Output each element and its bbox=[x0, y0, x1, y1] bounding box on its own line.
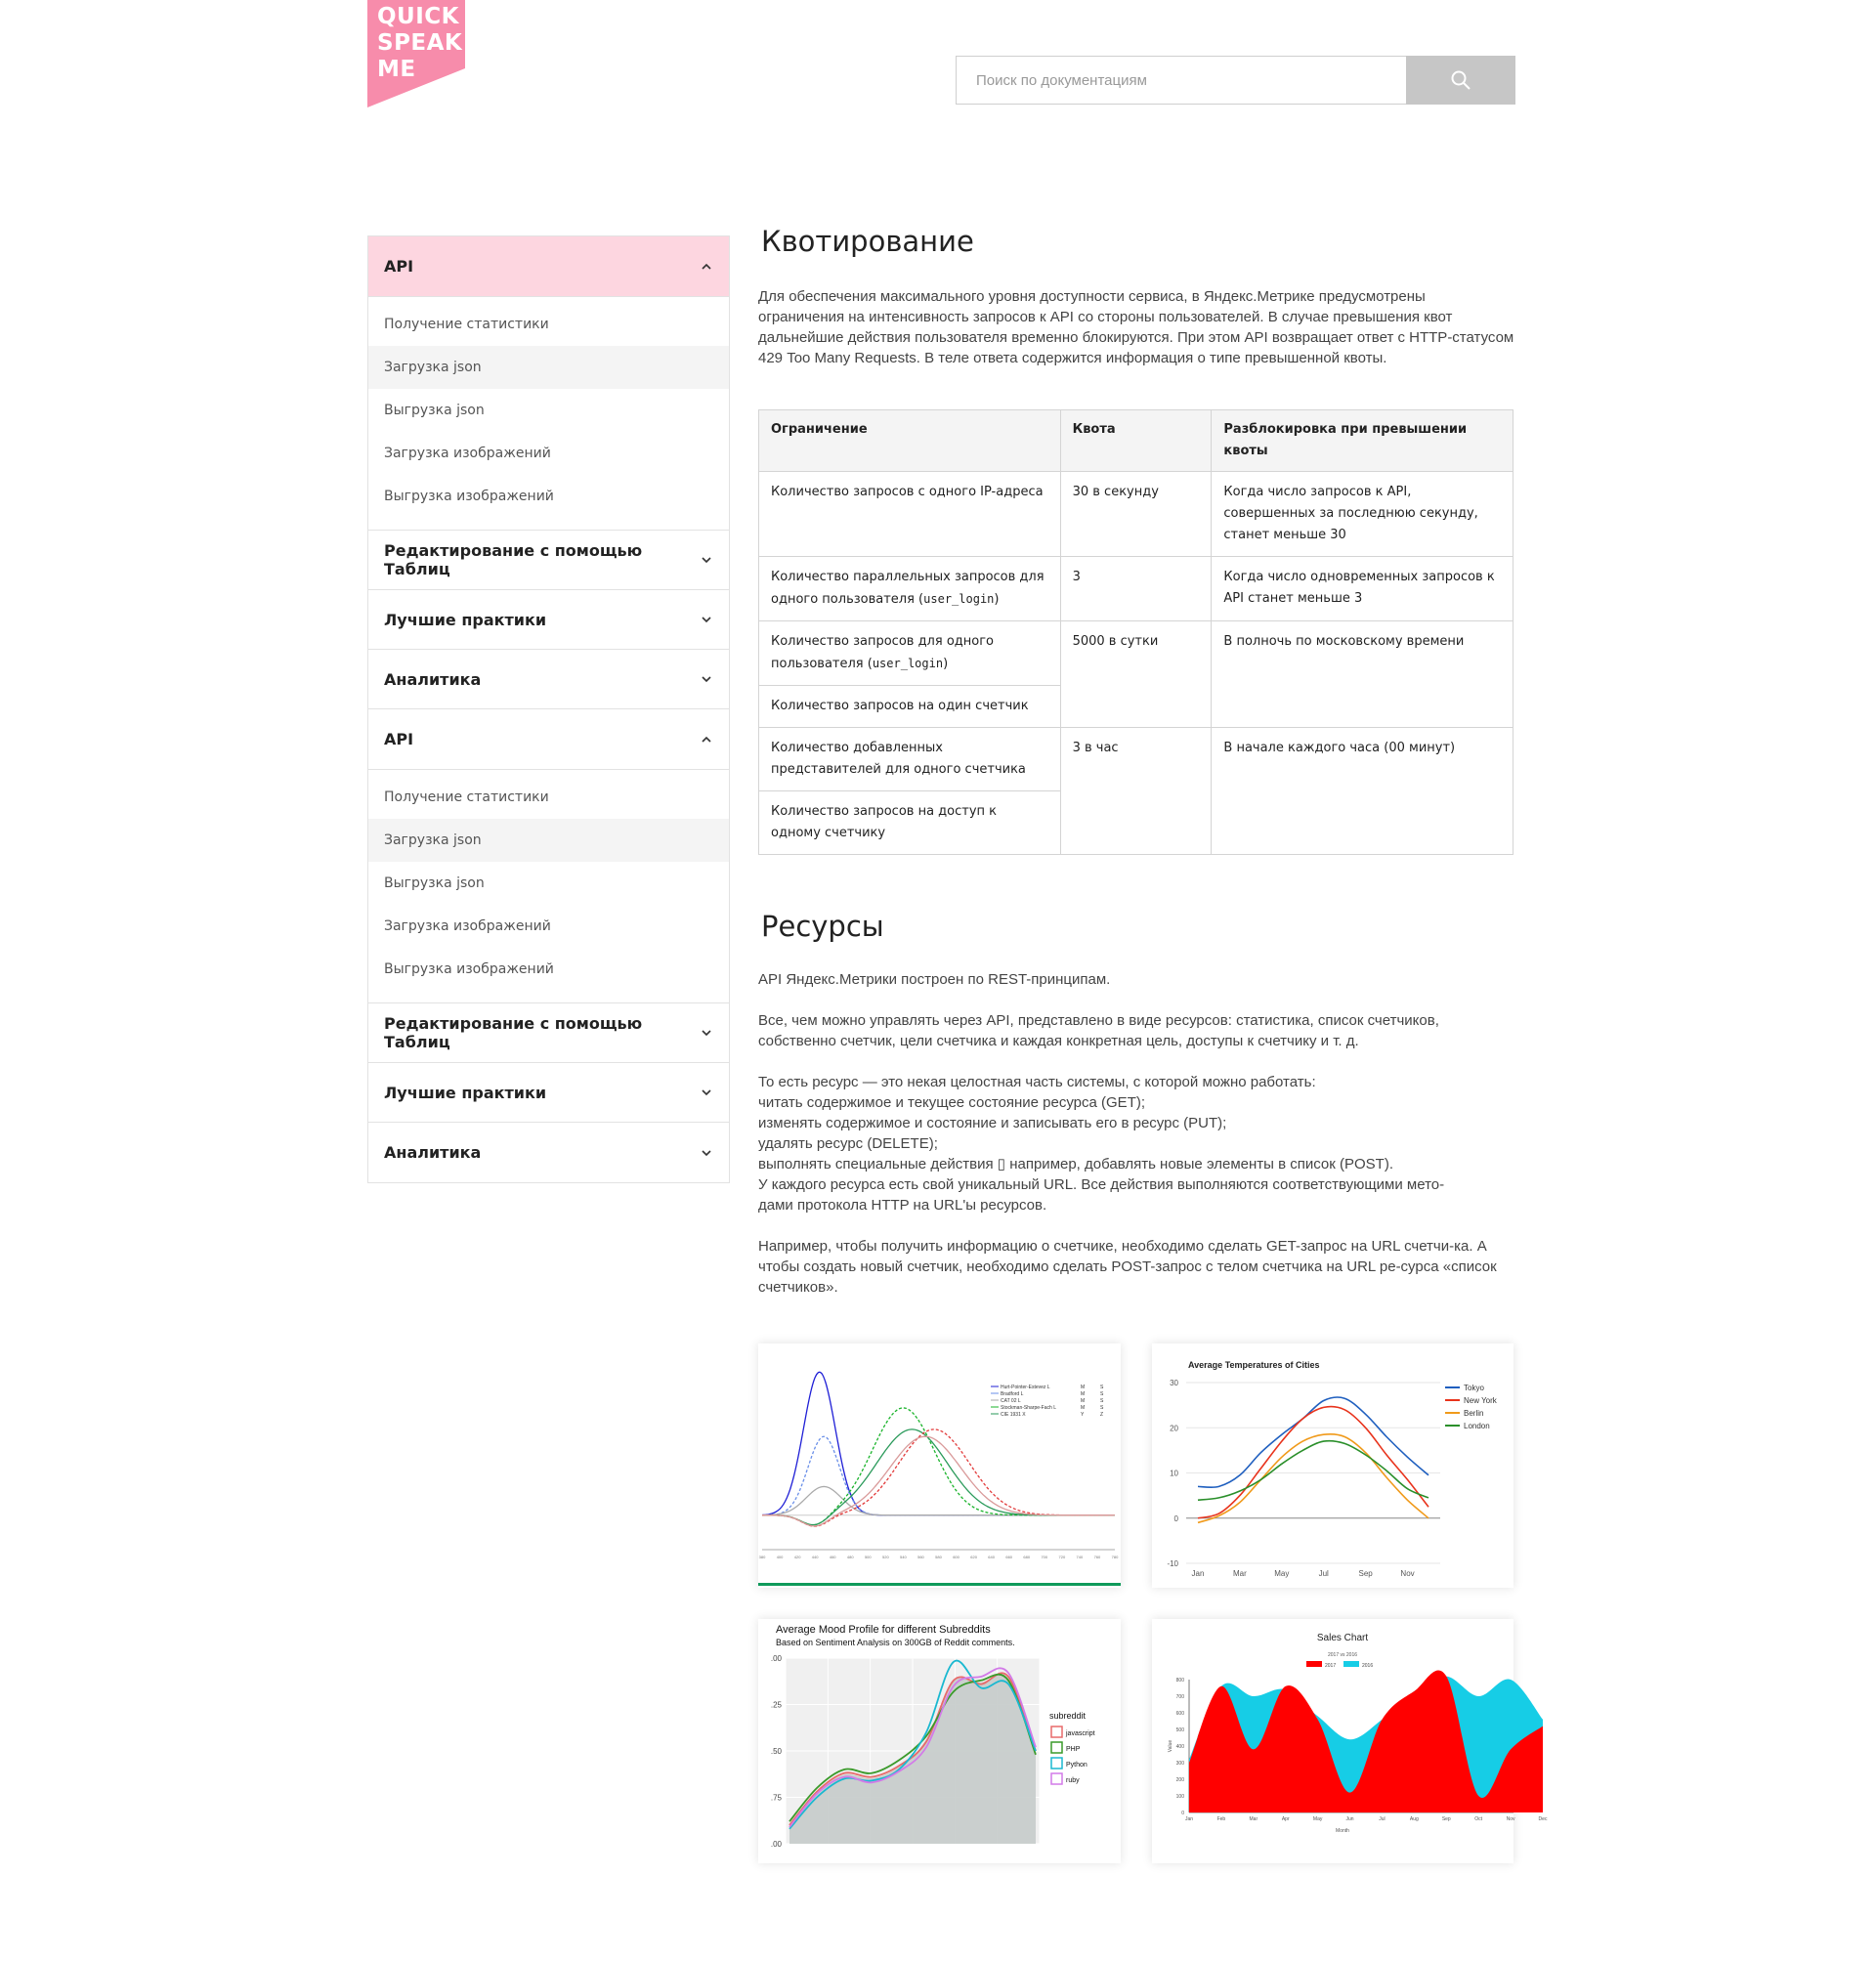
x-tick-label: Apr bbox=[1281, 1816, 1290, 1822]
table-header: Разблокировка при превышении квоты bbox=[1212, 410, 1514, 472]
x-tick-label: 420 bbox=[793, 1555, 801, 1559]
legend-label: Berlin bbox=[1464, 1409, 1484, 1418]
y-tick-label: 200 bbox=[1175, 1777, 1184, 1783]
chart-title: Average Temperatures of Cities bbox=[1188, 1360, 1320, 1370]
code-user-login: user_login bbox=[872, 657, 944, 670]
table-header: Ограничение bbox=[759, 410, 1061, 472]
sidebar-group-best-practices[interactable] bbox=[368, 590, 729, 650]
text-line: То есть ресурс — это некая целостная часть системы, с которой можно работать: bbox=[758, 1074, 1316, 1090]
sidebar-item-stats[interactable]: Получение статистики bbox=[384, 789, 549, 805]
table-header-row bbox=[759, 410, 1514, 472]
legend-title: subreddit bbox=[1049, 1711, 1087, 1721]
y-tick-label: -10 bbox=[1167, 1559, 1178, 1568]
x-tick-label: Dec bbox=[1538, 1816, 1548, 1822]
chart-spectral-svg bbox=[758, 1343, 1121, 1588]
table-cell: В полночь по московскому времени bbox=[1212, 621, 1514, 728]
table-header: Квота bbox=[1060, 410, 1212, 472]
chart-temperatures-svg bbox=[1152, 1343, 1514, 1588]
y-tick-label: 100 bbox=[1175, 1794, 1184, 1800]
legend-label: CIE 1931 X bbox=[1001, 1412, 1026, 1418]
legend-caption: 2017 vs 2016 bbox=[1327, 1652, 1358, 1658]
x-tick-label: 600 bbox=[953, 1555, 959, 1559]
text-line: изменять содержимое и состояние и записывать его в ресурс (PUT); bbox=[758, 1115, 1227, 1131]
table-cell: В начале каждого часа (00 минут) bbox=[1212, 728, 1514, 855]
y-tick-label: 10 bbox=[1170, 1469, 1178, 1478]
table-cell: Количество запросов на один счетчик bbox=[759, 686, 1061, 728]
chevron-up-icon bbox=[700, 260, 713, 274]
chevron-up-icon bbox=[700, 733, 713, 746]
table-row bbox=[759, 728, 1514, 791]
y-tick-label: 300 bbox=[1175, 1761, 1184, 1767]
sidebar-item-load-json[interactable]: Загрузка json bbox=[368, 819, 729, 862]
series-line bbox=[762, 1436, 1115, 1514]
sidebar-group-label: Лучшие практики bbox=[384, 610, 547, 629]
chart-temperatures bbox=[1152, 1343, 1514, 1588]
search-button[interactable] bbox=[1406, 56, 1515, 105]
legend-label: London bbox=[1464, 1422, 1490, 1430]
legend-label: ruby bbox=[1066, 1777, 1080, 1784]
table-row bbox=[759, 621, 1514, 686]
y-tick-label: 0 bbox=[1173, 1513, 1178, 1523]
x-tick-label: Aug bbox=[1409, 1816, 1419, 1822]
legend-label: M bbox=[1081, 1398, 1086, 1404]
x-tick-label: 680 bbox=[1023, 1555, 1031, 1559]
quota-table bbox=[758, 409, 1514, 855]
cell-text: Количество параллельных запросов для одного пользователя ( bbox=[771, 570, 1045, 607]
x-tick-label: Feb bbox=[1216, 1816, 1226, 1822]
sidebar-nav bbox=[367, 235, 730, 1183]
text-line: У каждого ресурса есть свой уникальный URL. Все действия выполняются соответствующими мето- bbox=[758, 1176, 1445, 1193]
text-line: дами протокола HTTP на URL'ы ресурсов. bbox=[758, 1197, 1047, 1214]
sidebar-item-load-images[interactable]: Загрузка изображений bbox=[384, 446, 551, 461]
legend-label: S bbox=[1100, 1405, 1104, 1411]
search-icon bbox=[1450, 69, 1471, 91]
x-tick-label: Mar bbox=[1249, 1816, 1258, 1822]
logo-text bbox=[377, 4, 462, 83]
table-row bbox=[759, 557, 1514, 621]
chart-title: Average Mood Profile for different Subreddits bbox=[776, 1624, 991, 1636]
x-tick-label: Jun bbox=[1345, 1816, 1354, 1822]
x-tick-label: Nov bbox=[1400, 1569, 1415, 1578]
y-tick-label: 0 bbox=[1181, 1811, 1184, 1816]
chart-spectral bbox=[758, 1343, 1121, 1588]
search-input[interactable] bbox=[956, 56, 1406, 105]
x-tick-label: Oct bbox=[1474, 1816, 1483, 1822]
x-tick-label: Jan bbox=[1184, 1816, 1194, 1822]
quota-title: Квотирование bbox=[761, 225, 974, 258]
x-tick-label: Jul bbox=[1318, 1569, 1329, 1578]
x-tick-label: 760 bbox=[1093, 1555, 1101, 1559]
x-tick-label: 540 bbox=[900, 1555, 907, 1559]
y-tick-label: 800 bbox=[1175, 1678, 1184, 1684]
sidebar-group-api-2[interactable] bbox=[368, 709, 729, 770]
x-tick-label: Jan bbox=[1191, 1569, 1205, 1578]
code-user-login: user_login bbox=[923, 592, 995, 606]
sidebar-group-analytics[interactable] bbox=[368, 650, 729, 709]
y-axis-label: Value bbox=[1168, 1739, 1173, 1753]
sidebar-group-best-practices[interactable] bbox=[368, 1063, 729, 1123]
series-line bbox=[762, 1486, 1115, 1514]
legend-label: New York bbox=[1464, 1396, 1497, 1405]
resources-title: Ресурсы bbox=[761, 910, 884, 943]
legend-label: javascript bbox=[1066, 1730, 1095, 1737]
x-tick-label: 720 bbox=[1058, 1555, 1066, 1559]
x-tick-label: 560 bbox=[917, 1555, 924, 1559]
sidebar-submenu bbox=[368, 770, 729, 1003]
legend-swatch bbox=[1051, 1727, 1062, 1737]
x-tick-label: May bbox=[1312, 1816, 1323, 1822]
logo[interactable] bbox=[367, 0, 465, 107]
x-tick-label: Nov bbox=[1506, 1816, 1515, 1822]
legend-label: M bbox=[1081, 1391, 1086, 1397]
x-tick-label: Jul bbox=[1379, 1816, 1386, 1822]
table-cell: Когда число одновременных запросов к API станет меньше 3 bbox=[1212, 557, 1514, 621]
legend-label: Z bbox=[1100, 1412, 1104, 1418]
series-line bbox=[762, 1408, 1115, 1525]
x-tick-label: 740 bbox=[1076, 1555, 1084, 1559]
table-cell bbox=[759, 621, 1061, 686]
y-tick-label: 400 bbox=[1175, 1744, 1184, 1750]
y-tick-label: 30 bbox=[1170, 1379, 1178, 1387]
x-tick-label: 660 bbox=[1005, 1555, 1013, 1559]
resources-p3 bbox=[758, 1072, 1515, 1215]
x-tick-label: 460 bbox=[829, 1555, 836, 1559]
chevron-down-icon bbox=[700, 672, 713, 686]
legend-label: CAT 02 L bbox=[1001, 1398, 1021, 1404]
y-tick-label: 700 bbox=[1175, 1694, 1184, 1700]
legend-label: 2016 bbox=[1362, 1663, 1374, 1669]
x-tick-label: 700 bbox=[1041, 1555, 1048, 1559]
legend-swatch bbox=[1343, 1661, 1359, 1667]
x-tick-label: Sep bbox=[1441, 1816, 1451, 1822]
legend-label: S bbox=[1100, 1391, 1104, 1397]
bottom-bar bbox=[758, 1583, 1121, 1586]
legend-label: Python bbox=[1066, 1762, 1087, 1769]
y-tick-label: .00 bbox=[770, 1654, 782, 1663]
sidebar-item-stats[interactable]: Получение статистики bbox=[384, 317, 549, 332]
x-tick-label: May bbox=[1274, 1569, 1290, 1578]
text-line: читать содержимое и текущее состояние ресурса (GET); bbox=[758, 1094, 1146, 1111]
sidebar-item-export-json[interactable]: Выгрузка json bbox=[384, 403, 485, 418]
series-line bbox=[762, 1429, 1115, 1526]
x-tick-label: 400 bbox=[776, 1555, 784, 1559]
x-tick-label: 520 bbox=[882, 1555, 889, 1559]
series-line bbox=[1198, 1434, 1428, 1523]
x-tick-label: 480 bbox=[846, 1555, 854, 1559]
text-line: выполнять специальные действия ▯ например, добавлять новые элементы в список (POST). bbox=[758, 1156, 1393, 1172]
series-line bbox=[762, 1372, 1115, 1514]
charts-grid bbox=[758, 1343, 1548, 1871]
sidebar-group-tables[interactable] bbox=[368, 531, 729, 590]
sidebar-group-api[interactable] bbox=[368, 236, 729, 297]
legend-label: PHP bbox=[1066, 1746, 1081, 1753]
cell-text: ) bbox=[943, 657, 949, 671]
legend-label: Bradford L bbox=[1001, 1391, 1024, 1397]
legend-swatch bbox=[1051, 1742, 1062, 1753]
search-bar bbox=[956, 56, 1515, 105]
table-row bbox=[759, 472, 1514, 557]
text-line: удалять ресурс (DELETE); bbox=[758, 1135, 938, 1152]
sidebar-group-label: Редактирование с помощью Таблиц bbox=[384, 1014, 643, 1051]
sidebar-group-label: Редактирование с помощью Таблиц bbox=[384, 541, 643, 578]
series-line bbox=[762, 1429, 1115, 1525]
legend-label: M bbox=[1081, 1405, 1086, 1411]
sidebar-group-tables[interactable] bbox=[368, 1003, 729, 1063]
chevron-down-icon bbox=[700, 1086, 713, 1099]
y-tick-label: .75 bbox=[770, 1793, 782, 1803]
table-cell: 3 bbox=[1060, 557, 1212, 621]
x-tick-label: Mar bbox=[1233, 1569, 1247, 1578]
sidebar-item-export-json[interactable]: Выгрузка json bbox=[384, 875, 485, 891]
chart-mood bbox=[758, 1619, 1121, 1863]
x-tick-label: 500 bbox=[864, 1555, 872, 1559]
table-cell: 3 в час bbox=[1060, 728, 1212, 855]
x-tick-label: Sep bbox=[1358, 1569, 1373, 1578]
chevron-down-icon bbox=[700, 1146, 713, 1160]
x-tick-label: 780 bbox=[1111, 1555, 1119, 1559]
legend-label: S bbox=[1100, 1398, 1104, 1404]
table-cell: Количество добавленных представителей для одного счетчика bbox=[759, 728, 1061, 791]
chevron-down-icon bbox=[700, 1026, 713, 1040]
sidebar-group-label: API bbox=[384, 257, 414, 276]
logo-line: ME bbox=[377, 57, 416, 82]
y-tick-label: .25 bbox=[770, 1700, 782, 1710]
sidebar-group-label: API bbox=[384, 730, 414, 748]
table-cell bbox=[759, 557, 1061, 621]
chart-subtitle: Based on Sentiment Analysis on 300GB of Reddit comments. bbox=[776, 1638, 1015, 1647]
x-tick-label: 640 bbox=[988, 1555, 995, 1559]
legend-label: S bbox=[1100, 1385, 1104, 1390]
table-cell: 5000 в сутки bbox=[1060, 621, 1212, 728]
resources-p1: API Яндекс.Метрики построен по REST-принципам. bbox=[758, 971, 1111, 988]
legend-label: 2017 bbox=[1325, 1663, 1337, 1669]
y-tick-label: 500 bbox=[1175, 1727, 1184, 1733]
chart-mood-svg bbox=[758, 1619, 1121, 1863]
chart-title: Sales Chart bbox=[1316, 1633, 1369, 1643]
table-cell: 30 в секунду bbox=[1060, 472, 1212, 557]
logo-line: SPEAK bbox=[377, 30, 463, 56]
sidebar-group-label: Аналитика bbox=[384, 669, 482, 689]
y-tick-label: 20 bbox=[1170, 1424, 1178, 1433]
logo-line: QUICK bbox=[377, 4, 459, 29]
cell-text: ) bbox=[994, 592, 1000, 607]
table-cell: Количество запросов на доступ к одному счетчику bbox=[759, 791, 1061, 855]
chart-sales-svg bbox=[1152, 1619, 1548, 1863]
main-content bbox=[758, 225, 1515, 1298]
x-tick-label: 580 bbox=[935, 1555, 942, 1559]
sidebar-item-export-images[interactable]: Выгрузка изображений bbox=[384, 961, 554, 977]
legend-label: M bbox=[1081, 1385, 1086, 1390]
chart-sales bbox=[1152, 1619, 1548, 1863]
quota-intro: Для обеспечения максимального уровня доступности сервиса, в Яндекс.Метрике предусмотрены ограничения на интенсивность запросов к API со стороны пользователей. В случае превышения квот дальнейшие действия пользователя временно блокируются. При этом API возвращает ответ с HTTP-статусом 429 Too Many Requests. В теле ответа содержится информация о типе превышенной квоты. bbox=[758, 288, 1514, 366]
chevron-down-icon bbox=[700, 553, 713, 567]
legend-label: Hurt-Pointer-Estevez L bbox=[1001, 1385, 1050, 1390]
sidebar-submenu bbox=[368, 297, 729, 531]
table-cell: Когда число запросов к API, совершенных за последнюю секунду, станет меньше 30 bbox=[1212, 472, 1514, 557]
resources-p2: Все, чем можно управлять через API, представлено в виде ресурсов: статистика, список счетчиков, собственно счетчик, цели счетчика и каждая конкретная цель, доступы к счетчику и т. д. bbox=[758, 1012, 1439, 1049]
legend-label: Tokyo bbox=[1464, 1384, 1484, 1392]
y-tick-label: .50 bbox=[770, 1747, 782, 1756]
sidebar-group-label: Аналитика bbox=[384, 1143, 482, 1162]
legend-swatch bbox=[1051, 1773, 1062, 1784]
table-cell: Количество запросов с одного IP-адреса bbox=[759, 472, 1061, 557]
x-tick-label: 620 bbox=[970, 1555, 977, 1559]
legend-swatch bbox=[1306, 1661, 1322, 1667]
x-tick-label: 380 bbox=[758, 1555, 766, 1559]
sidebar-group-label: Лучшие практики bbox=[384, 1083, 547, 1102]
sidebar-group-analytics[interactable] bbox=[368, 1123, 729, 1182]
x-tick-label: 440 bbox=[811, 1555, 819, 1559]
y-tick-label: .00 bbox=[770, 1840, 782, 1849]
cell-text: Количество запросов для одного пользователя ( bbox=[771, 634, 994, 671]
series-line bbox=[1198, 1441, 1428, 1501]
legend-swatch bbox=[1051, 1758, 1062, 1769]
y-tick-label: 600 bbox=[1175, 1711, 1184, 1717]
sidebar-item-load-json[interactable]: Загрузка json bbox=[368, 346, 729, 389]
resources-p4: Например, чтобы получить информацию о счетчике, необходимо сделать GET-запрос на URL счетчи-ка. А чтобы создать новый счетчик, необходимо сделать POST-запрос с телом счетчика на URL ре-сурса «список счетчиков». bbox=[758, 1238, 1497, 1296]
legend-label: Y bbox=[1081, 1412, 1085, 1418]
chevron-down-icon bbox=[700, 613, 713, 626]
series-line bbox=[1198, 1407, 1428, 1518]
sidebar-item-load-images[interactable]: Загрузка изображений bbox=[384, 918, 551, 934]
legend-label: Stockman-Sharpe-Fach L bbox=[1001, 1405, 1056, 1411]
x-axis-label: Month bbox=[1336, 1828, 1349, 1834]
sidebar-item-export-images[interactable]: Выгрузка изображений bbox=[384, 489, 554, 504]
